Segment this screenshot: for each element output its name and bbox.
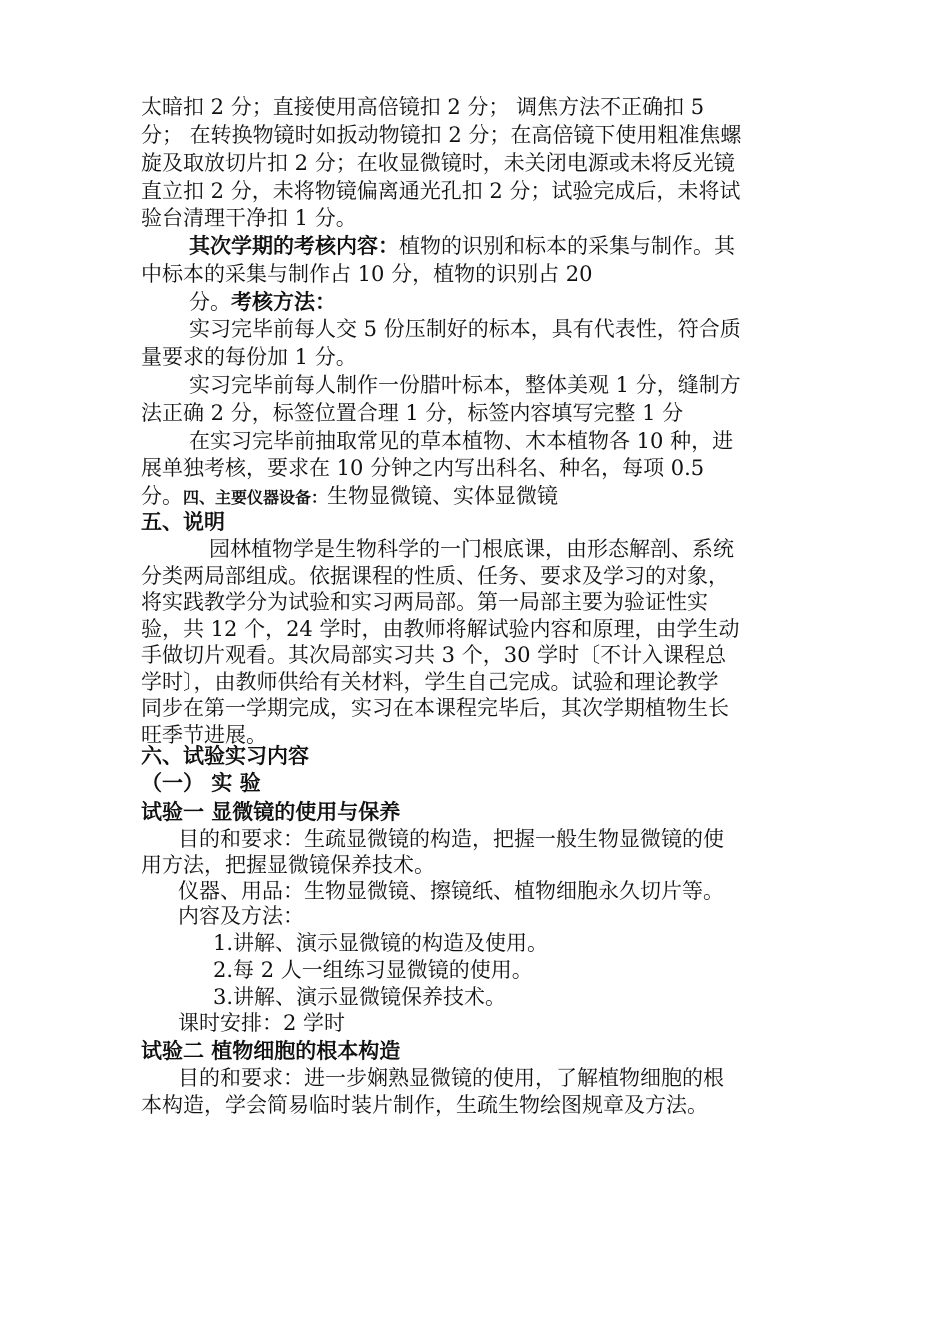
equipment-heading: 四、主要仪器设备： [183, 488, 328, 507]
text-line: 分。四、主要仪器设备：生物显微镜、实体显微镜 [141, 484, 559, 508]
experiment-title: 试验二 植物细胞的根本构造 [141, 1039, 401, 1063]
text-line: 太暗扣 2 分；直接使用高倍镜扣 2 分； 调焦方法不正确扣 5 [141, 95, 705, 119]
text-line: 目的和要求：生疏显微镜的构造，把握一般生物显微镜的使 [178, 827, 724, 851]
text-line: 实习完毕前每人交 5 份压制好的标本，具有代表性，符合质 [189, 317, 741, 341]
text-line: 直立扣 2 分，未将物镜偏离通光孔扣 2 分；试验完成后，未将试 [141, 179, 741, 203]
list-item: 1.讲解、演示显微镜的构造及使用。 [213, 931, 549, 955]
text-line: 目的和要求：进一步娴熟显微镜的使用，了解植物细胞的根 [178, 1066, 724, 1090]
text-line: 旋及取放切片扣 2 分；在收显微镜时，未关闭电源或未将反光镜 [141, 151, 735, 175]
text-line: 展单独考核，要求在 10 分钟之内写出科名、种名，每项 0.5 [141, 456, 705, 480]
subsection-heading: （一） 实 验 [141, 771, 261, 795]
text-line: 实习完毕前每人制作一份腊叶标本，整体美观 1 分，缝制方 [189, 373, 741, 397]
text-line: 中标本的采集与制作占 10 分，植物的识别占 20 [141, 262, 593, 286]
text-line: 用方法，把握显微镜保养技术。 [141, 853, 435, 877]
text-line: 内容及方法： [178, 904, 304, 928]
text-line: 学时〕，由教师供给有关材料，学生自己完成。试验和理论教学 [141, 670, 719, 694]
section-heading: 六、试验实习内容 [141, 744, 309, 768]
text-line: 课时安排：2 学时 [178, 1011, 346, 1035]
text-line: 量要求的每份加 1 分。 [141, 345, 357, 369]
assessment-heading: 其次学期的考核内容： [189, 234, 399, 258]
text-line: 将实践教学分为试验和实习两局部。第一局部主要为验证性实 [141, 590, 708, 614]
list-item: 2.每 2 人一组练习显微镜的使用。 [213, 958, 533, 982]
text-line: 分类两局部组成。依据课程的性质、任务、要求及学习的对象， [141, 564, 729, 588]
text-line: 旺季节进展。 [141, 723, 267, 747]
text-line: 分。考核方法： [189, 290, 336, 314]
text-line: 验，共 12 个，24 学时，由教师将解试验内容和原理，由学生动 [141, 617, 740, 641]
text-line: 仪器、用品：生物显微镜、擦镜纸、植物细胞永久切片等。 [178, 879, 724, 903]
section-heading: 五、说明 [141, 510, 225, 534]
text-line: 法正确 2 分，标签位置合理 1 分，标签内容填写完整 1 分 [141, 401, 684, 425]
text-line: 本构造，学会简易临时装片制作，生疏生物绘图规章及方法。 [141, 1093, 708, 1117]
text-line: 在实习完毕前抽取常见的草本植物、木本植物各 10 种，进 [189, 429, 734, 453]
text-line: 同步在第一学期完成，实习在本课程完毕后，其次学期植物生长 [141, 696, 729, 720]
text-line: 其次学期的考核内容：植物的识别和标本的采集与制作。其 [189, 234, 735, 258]
text-line: 手做切片观看。其次局部实习共 3 个，30 学时〔不计入课程总 [141, 643, 727, 667]
method-heading: 考核方法： [231, 290, 336, 314]
list-item: 3.讲解、演示显微镜保养技术。 [213, 985, 507, 1009]
text-line: 验台清理干净扣 1 分。 [141, 206, 357, 230]
text-line: 园林植物学是生物科学的一门根底课，由形态解剖、系统 [209, 537, 734, 561]
experiment-title: 试验一 显微镜的使用与保养 [141, 800, 401, 824]
text-line: 分； 在转换物镜时如扳动物镜扣 2 分；在高倍镜下使用粗准焦螺 [141, 123, 742, 147]
